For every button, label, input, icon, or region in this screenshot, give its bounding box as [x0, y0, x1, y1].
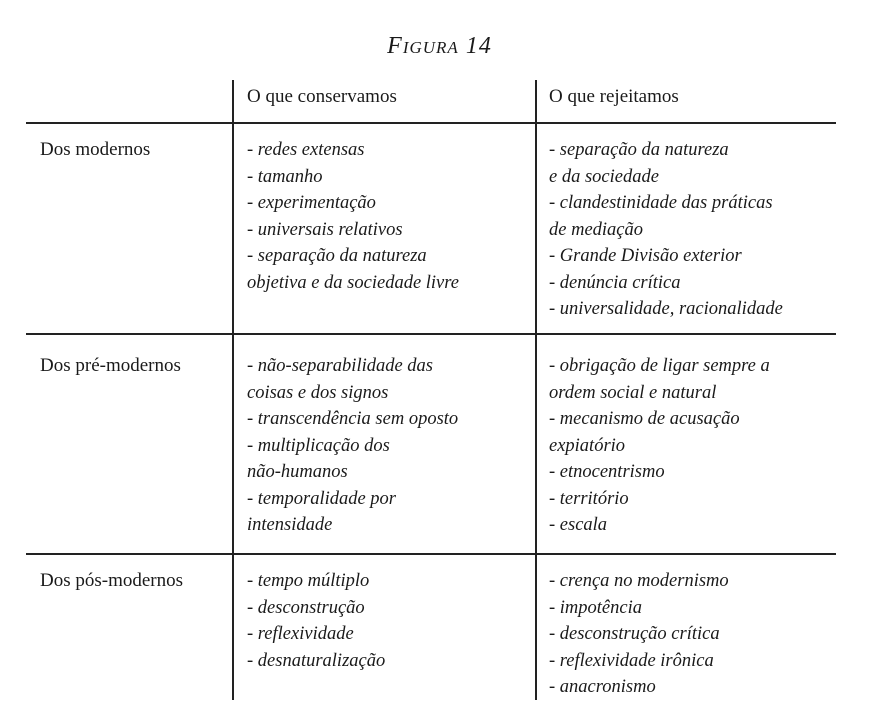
list-item: - redes extensas	[247, 140, 365, 160]
list-item: objetiva e da sociedade livre	[247, 272, 459, 293]
row-label-pos-modernos: Dos pós-modernos	[40, 570, 184, 591]
list-item: - temporalidade por	[247, 488, 397, 509]
list-item: coisas e dos signos	[247, 382, 389, 403]
list-item: - reflexividade	[247, 624, 354, 644]
row-divider-2	[26, 553, 836, 555]
list-item: - tamanho	[247, 166, 323, 187]
figure-title	[0, 33, 879, 60]
list-item: - anacronismo	[549, 677, 656, 697]
list-item: - desnaturalização	[247, 650, 386, 671]
list-item: - etnocentrismo	[549, 462, 665, 482]
list-item: - separação da natureza	[549, 140, 729, 160]
list-item: - desconstrução	[247, 597, 365, 618]
list-item: - universalidade, racionalidade	[549, 299, 783, 319]
header-divider	[26, 122, 836, 124]
list-item: - não-separabilidade das	[247, 356, 434, 376]
row-label-modernos: Dos modernos	[40, 139, 151, 160]
list-item: não-humanos	[247, 462, 348, 482]
cell-pos-modernos-rejeitamos	[549, 568, 729, 701]
list-item: - mecanismo de acusação	[549, 409, 740, 429]
column-header-rejeitamos: O que rejeitamos	[549, 86, 679, 107]
list-item: intensidade	[247, 515, 333, 535]
column-header-conservamos: O que conservamos	[247, 86, 397, 107]
cell-pos-modernos-conservamos	[247, 568, 385, 674]
list-item: - transcendência sem oposto	[247, 409, 459, 429]
list-item: - clandestinidade das práticas	[549, 193, 773, 213]
cell-modernos-rejeitamos	[549, 137, 783, 323]
list-item: e da sociedade	[549, 166, 659, 187]
list-item: - crença no modernismo	[549, 571, 729, 591]
list-item: expiatório	[549, 435, 626, 456]
cell-pre-modernos-rejeitamos	[549, 353, 770, 539]
column-divider-right	[535, 80, 537, 700]
list-item: - obrigação de ligar sempre a	[549, 356, 770, 376]
list-item: ordem social e natural	[549, 382, 717, 403]
figure-title-text: Figura 14	[387, 33, 492, 59]
column-divider-left	[232, 80, 234, 700]
list-item: - impotência	[549, 597, 642, 618]
list-item: - denúncia crítica	[549, 272, 681, 293]
list-item: - reflexividade irônica	[549, 650, 714, 671]
cell-modernos-conservamos	[247, 137, 459, 296]
list-item: - desconstrução crítica	[549, 624, 720, 644]
list-item: - multiplicação dos	[247, 435, 390, 456]
list-item: - separação da natureza	[247, 246, 427, 266]
list-item: - universais relativos	[247, 219, 403, 240]
list-item: de mediação	[549, 219, 644, 240]
row-label-pre-modernos: Dos pré-modernos	[40, 355, 181, 376]
list-item: - experimentação	[247, 193, 376, 213]
list-item: - tempo múltiplo	[247, 571, 370, 591]
list-item: - território	[549, 488, 629, 509]
cell-pre-modernos-conservamos	[247, 353, 458, 539]
row-divider-1	[26, 333, 836, 335]
list-item: - Grande Divisão exterior	[549, 246, 742, 266]
list-item: - escala	[549, 515, 608, 535]
